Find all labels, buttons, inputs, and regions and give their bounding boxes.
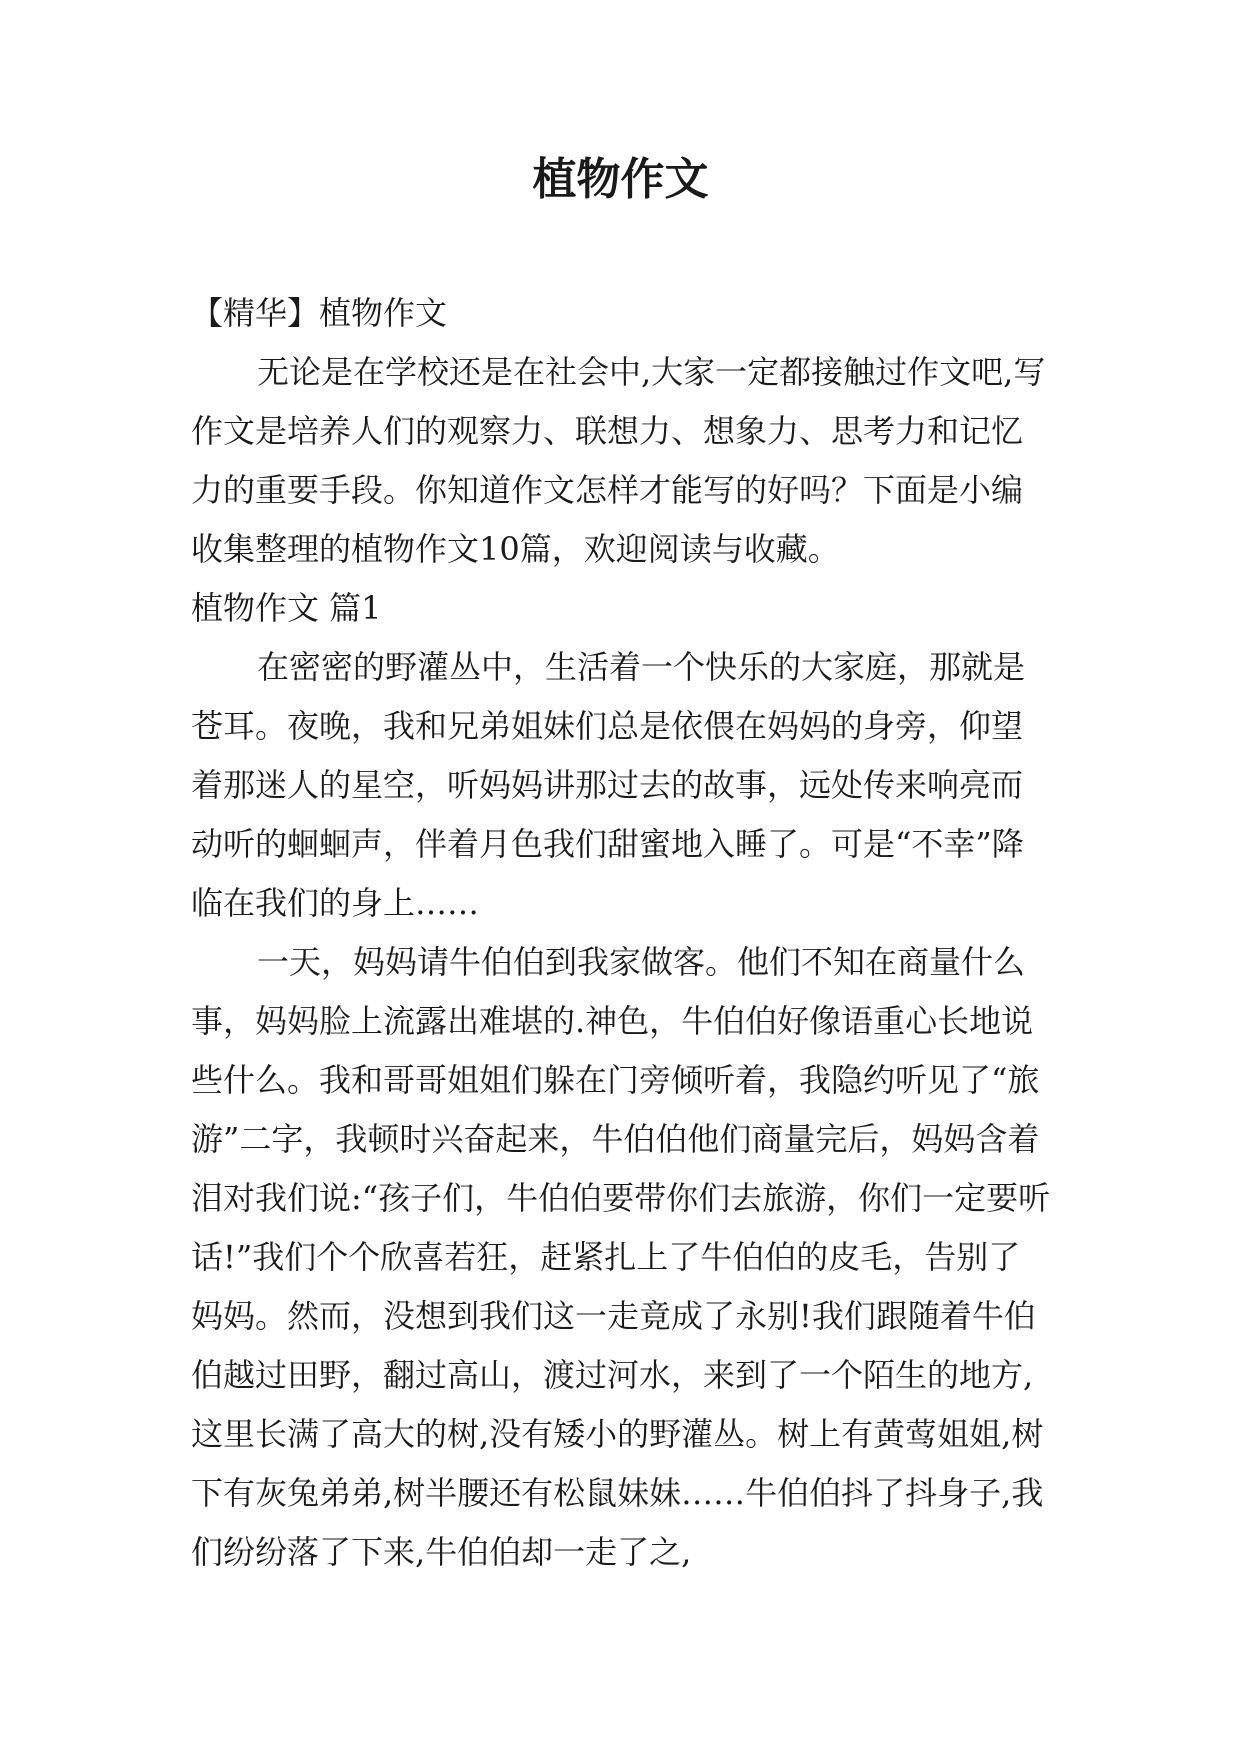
body-paragraph: 一天，妈妈请牛伯伯到我家做客。他们不知在商量什么事，妈妈脸上流露出难堪的.神色，牛伯伯好像语重心长地说些什么。我和哥哥姐姐们躲在门旁倾听着，我隐约听见了“旅游”二字，我顿时兴奋起来，牛伯伯他们商量完后，妈妈含着泪对我们说:“孩子们，牛伯伯要带你们去旅游，你们一定要听话!”我们个个欣喜若狂，赶紧扎上了牛伯伯的皮毛，告别了妈妈。然而，没想到我们这一走竟成了永别!我们跟随着牛伯伯越过田野，翻过高山，渡过河水，来到了一个陌生的地方,这里长满了高大的树,没有矮小的野灌丛。树上有黄莺姐姐,树下有灰兔弟弟,树半腰还有松鼠妹妹……牛伯伯抖了抖身子,我们纷纷落了下来,牛伯伯却一走了之,	[191, 943, 1051, 1571]
body-paragraph: 在密密的野灌丛中，生活着一个快乐的大家庭，那就是苍耳。夜晚，我和兄弟姐妹们总是依偎在妈妈的身旁，仰望着那迷人的星空，听妈妈讲那过去的故事，远处传来响亮而动听的蛔蛔声，伴着月色我们甜蜜地入睡了。可是“不幸”降临在我们的身上……	[191, 648, 1026, 922]
document-title: 植物作文	[532, 154, 709, 205]
intro-paragraph: 无论是在学校还是在社会中,大家一定都接触过作文吧,写作文是培养人们的观察力、联想力、想象力、思考力和记忆力的重要手段。你知道作文怎样才能写的好吗？下面是小编收集整理的植物作文10篇，欢迎阅读与收藏。	[191, 353, 1046, 568]
document-body	[191, 284, 1051, 1582]
document-subtitle: 【精华】植物作文	[191, 294, 448, 332]
section-heading: 植物作文 篇1	[191, 589, 382, 627]
